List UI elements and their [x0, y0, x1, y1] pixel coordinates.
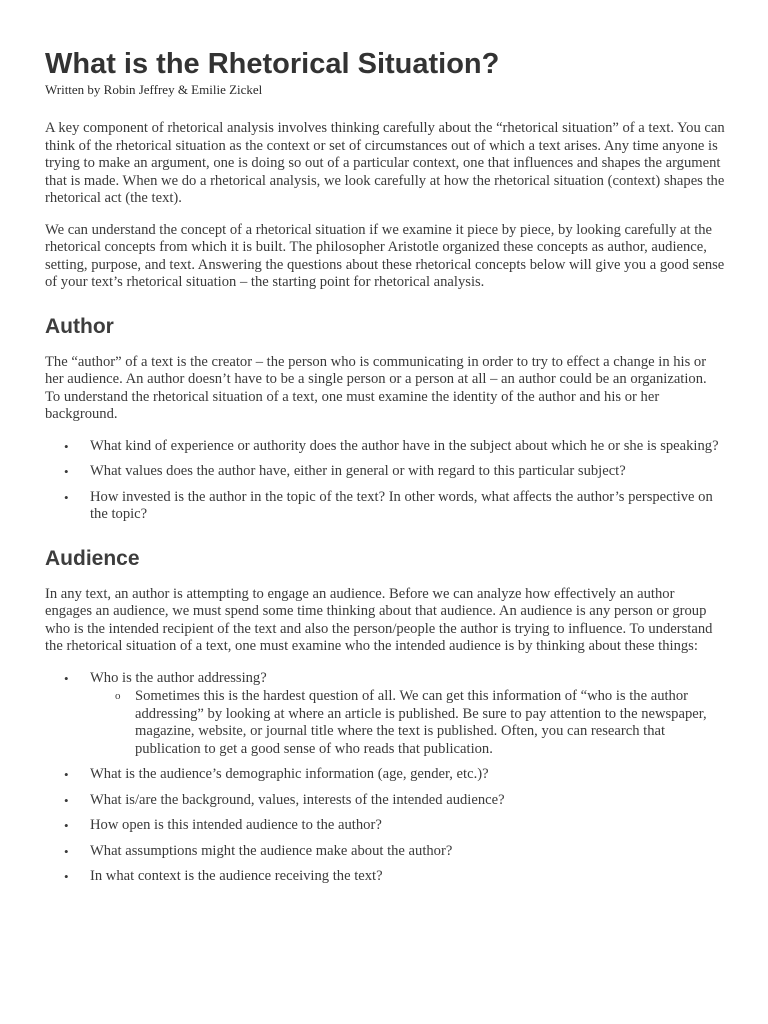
- page-title: What is the Rhetorical Situation?: [45, 48, 500, 80]
- sub-list: [90, 688, 725, 758]
- audience-paragraph: In any text, an author is attempting to engage an audience. Before we can analyze how effectively an author engages an audience, we must spend some time thinking about that audience. An audience is any person or group who is the intended recipient of the text and also the person/people the author is trying to influence. To understand the rhetorical situation of a text, one must examine who the intended audience is by thinking about these things:: [45, 585, 713, 654]
- list-item: [45, 438, 725, 456]
- sub-list-item-text: Sometimes this is the hardest question of all. We can get this information of “who is the author addressing” by looking at where an article is published. Be sure to pay attention to the newspaper, magazine, website, or journal title where the text is published. Often, you can research that publication to get a good sense of who reads that publication.: [135, 688, 707, 757]
- list-item-text: How invested is the author in the topic of the text? In other words, what affects the author’s perspective on the topic?: [90, 488, 713, 522]
- audience-question-list: [45, 670, 725, 886]
- intro-paragraph-2: We can understand the concept of a rhetorical situation if we examine it piece by piece, by looking carefully at the rhetorical concepts from which it is built. The philosopher Aristotle organized these concepts as author, audience, setting, purpose, and text. Answering the questions about these rhetorical concepts below will give you a good sense of your text’s rhetorical situation – the starting point for rhetorical analysis.: [45, 221, 725, 290]
- bullet-marker: •: [64, 792, 69, 808]
- bullet-marker: •: [64, 767, 69, 782]
- list-item-text: How open is this intended audience to the author?: [90, 817, 382, 833]
- list-item-text: What values does the author have, either in general or with regard to this particular subject?: [90, 463, 626, 479]
- list-item: [45, 817, 725, 835]
- list-item: [45, 463, 725, 481]
- document-page: [45, 46, 725, 894]
- list-item: [45, 489, 725, 524]
- list-item: [45, 868, 725, 886]
- list-item-text: What assumptions might the audience make about the author?: [90, 842, 453, 859]
- list-item-text: What is/are the background, values, interests of the intended audience?: [90, 791, 505, 808]
- intro-paragraph-1: A key component of rhetorical analysis involves thinking carefully about the “rhetorical situation” of a text. You can think of the rhetorical situation as the context or set of circumstances out of which a text arises. Any time anyone is trying to make an argument, one is doing so out of a particular context, one that influences and shapes the argument that is made. When we do a rhetorical analysis, we look carefully at how the rhetorical situation (context) shapes the rhetorical act (the text).: [45, 120, 725, 206]
- sub-bullet-marker: o: [115, 690, 121, 702]
- list-item: [45, 766, 725, 784]
- bullet-marker: •: [64, 464, 69, 479]
- bullet-marker: •: [64, 843, 69, 859]
- list-item-text: Who is the author addressing?: [90, 669, 267, 686]
- bullet-marker: •: [64, 670, 69, 686]
- list-item: [45, 670, 725, 759]
- list-item-text: What kind of experience or authority does the author have in the subject about which he or she is speaking?: [90, 437, 719, 454]
- list-item: [45, 792, 725, 810]
- bullet-marker: •: [64, 818, 69, 833]
- list-item-text: What is the audience’s demographic information (age, gender, etc.)?: [90, 766, 489, 782]
- section-heading-audience: Audience: [45, 546, 140, 570]
- list-item: [45, 843, 725, 861]
- section-heading-author: Author: [45, 314, 114, 338]
- list-item-text: In what context is the audience receiving the text?: [90, 868, 383, 884]
- sub-list-item: [90, 688, 725, 758]
- bullet-marker: •: [64, 438, 69, 454]
- author-paragraph: The “author” of a text is the creator – the person who is communicating in order to try to effect a change in his or her audience. An author doesn’t have to be a single person or a person at all – an author could be an organization. To understand the rhetorical situation of a text, one must examine the identity of the author and his or her background.: [45, 353, 707, 422]
- bullet-marker: •: [64, 869, 69, 884]
- author-question-list: [45, 438, 725, 524]
- bullet-marker: •: [64, 489, 69, 505]
- byline: Written by Robin Jeffrey & Emilie Zickel: [45, 82, 263, 97]
